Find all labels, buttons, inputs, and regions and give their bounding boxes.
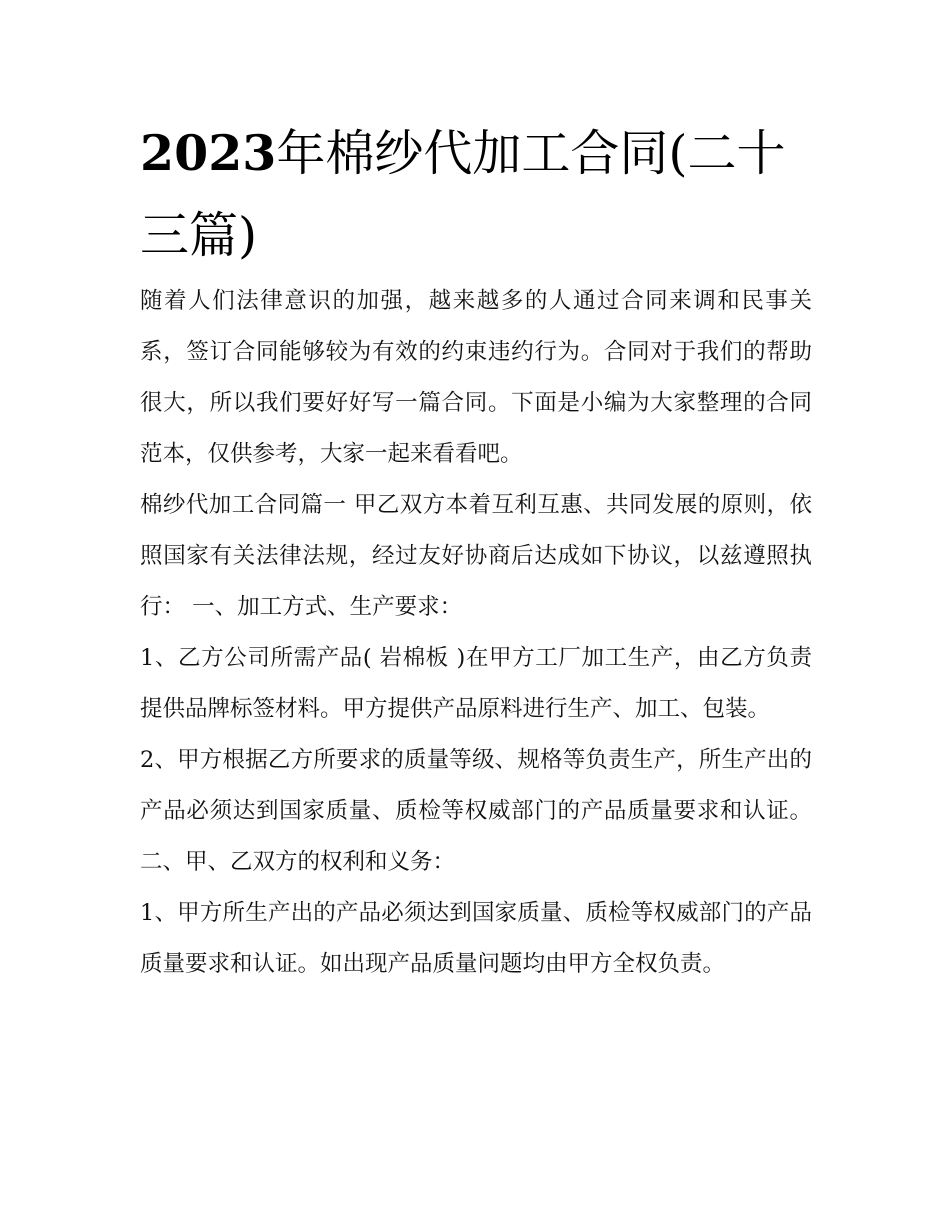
title-text: 年棉纱代加工合同(二十三篇) — [140, 125, 786, 264]
clause-paragraph: 1、乙方公司所需产品( 岩棉板 )在甲方工厂加工生产，由乙方负责提供品牌标签材料。甲方提供产品原料进行生产、加工、包装。 — [140, 645, 812, 722]
intro-paragraph: 随着人们法律意识的加强，越来越多的人通过合同来调和民事关系，签订合同能够较为有效的约束违约行为。合同对于我们的帮助很大，所以我们要好好写一篇合同。下面是小编为大家整理的合同范本，仅供参考，大家一起来看看吧。 — [140, 288, 812, 467]
contract-preamble-paragraph: 棉纱代加工合同篇一 甲乙双方本着互利互惠、共同发展的原则，依照国家有关法律法规，经过友好协商后达成如下协议，以兹遵照执行： 一、加工方式、生产要求： — [140, 492, 812, 620]
clause-paragraph: 1、甲方所生产出的产品必须达到国家质量、质检等权威部门的产品质量要求和认证。如出现产品质量问题均由甲方全权负责。 — [140, 900, 812, 977]
document-title — [140, 112, 820, 277]
title-year: 2023 — [140, 124, 277, 182]
clause-paragraph: 2、甲方根据乙方所要求的质量等级、规格等负责生产，所生产出的产品必须达到国家质量、质检等权威部门的产品质量要求和认证。 二、甲、乙双方的权利和义务： — [140, 747, 812, 875]
document-body — [140, 276, 812, 990]
